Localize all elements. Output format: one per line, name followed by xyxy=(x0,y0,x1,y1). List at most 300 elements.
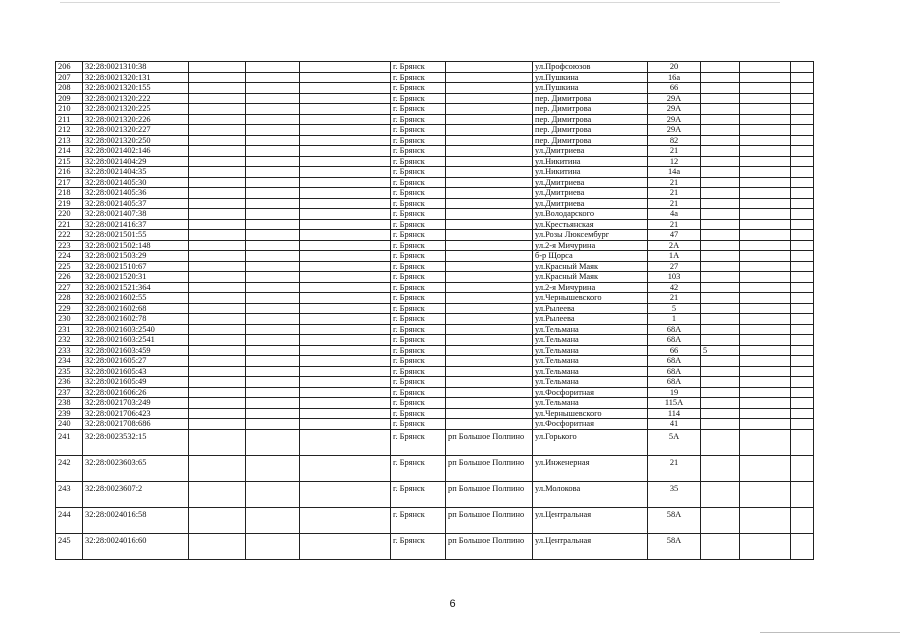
row-number: 226 xyxy=(56,272,83,283)
empty-cell xyxy=(791,408,814,419)
city-cell: г. Брянск xyxy=(391,146,446,157)
extra-cell xyxy=(701,146,740,157)
empty-cell xyxy=(189,356,246,367)
empty-cell xyxy=(189,398,246,409)
empty-cell xyxy=(791,272,814,283)
cadastral-number: 32:28:0021510:67 xyxy=(83,261,189,272)
empty-cell xyxy=(740,335,791,346)
street-cell: ул.Дмитриева xyxy=(533,198,648,209)
city-cell: г. Брянск xyxy=(391,507,446,533)
empty-cell xyxy=(740,72,791,83)
house-number-cell: 29А xyxy=(648,104,701,115)
extra-cell xyxy=(701,293,740,304)
empty-cell xyxy=(189,72,246,83)
empty-cell xyxy=(300,188,391,199)
locality-cell xyxy=(446,219,533,230)
locality-cell xyxy=(446,198,533,209)
empty-cell xyxy=(189,83,246,94)
empty-cell xyxy=(246,507,300,533)
table-row xyxy=(56,314,814,325)
street-cell: ул.Красный Маяк xyxy=(533,261,648,272)
empty-cell xyxy=(740,188,791,199)
city-cell: г. Брянск xyxy=(391,282,446,293)
street-cell: ул.Дмитриева xyxy=(533,177,648,188)
empty-cell xyxy=(791,324,814,335)
empty-cell xyxy=(246,481,300,507)
street-cell: ул.Володарского xyxy=(533,209,648,220)
street-cell: ул.Горького xyxy=(533,429,648,455)
cadastral-number: 32:28:0021605:27 xyxy=(83,356,189,367)
empty-cell xyxy=(740,303,791,314)
empty-cell xyxy=(740,408,791,419)
cadastral-number: 32:28:0021320:155 xyxy=(83,83,189,94)
cadastral-number: 32:28:0021603:459 xyxy=(83,345,189,356)
empty-cell xyxy=(189,272,246,283)
empty-cell xyxy=(300,62,391,73)
city-cell: г. Брянск xyxy=(391,177,446,188)
locality-cell xyxy=(446,104,533,115)
empty-cell xyxy=(189,198,246,209)
cadastral-number: 32:28:0021606:26 xyxy=(83,387,189,398)
empty-cell xyxy=(740,114,791,125)
house-number-cell: 103 xyxy=(648,272,701,283)
empty-cell xyxy=(189,314,246,325)
empty-cell xyxy=(300,481,391,507)
table-row xyxy=(56,335,814,346)
street-cell: ул.Фосфоритная xyxy=(533,387,648,398)
extra-cell xyxy=(701,261,740,272)
row-number: 231 xyxy=(56,324,83,335)
empty-cell xyxy=(189,366,246,377)
empty-cell xyxy=(740,104,791,115)
cadastral-number: 32:28:0021521:364 xyxy=(83,282,189,293)
city-cell: г. Брянск xyxy=(391,356,446,367)
empty-cell xyxy=(189,177,246,188)
empty-cell xyxy=(189,408,246,419)
extra-cell xyxy=(701,507,740,533)
locality-cell xyxy=(446,261,533,272)
locality-cell xyxy=(446,272,533,283)
locality-cell xyxy=(446,209,533,220)
locality-cell xyxy=(446,324,533,335)
cadastral-number: 32:28:0021706:423 xyxy=(83,408,189,419)
table-row xyxy=(56,114,814,125)
street-cell: ул.Инженерная xyxy=(533,455,648,481)
cadastral-number: 32:28:0021501:55 xyxy=(83,230,189,241)
empty-cell xyxy=(791,335,814,346)
row-number: 233 xyxy=(56,345,83,356)
empty-cell xyxy=(300,135,391,146)
empty-cell xyxy=(300,398,391,409)
house-number-cell: 68А xyxy=(648,356,701,367)
locality-cell: рп Большое Полпино xyxy=(446,481,533,507)
row-number: 217 xyxy=(56,177,83,188)
empty-cell xyxy=(791,481,814,507)
cadastral-number: 32:28:0023607:2 xyxy=(83,481,189,507)
house-number-cell: 1 xyxy=(648,314,701,325)
row-number: 238 xyxy=(56,398,83,409)
street-cell: ул.Профсоюзов xyxy=(533,62,648,73)
cadastral-number: 32:28:0021503:29 xyxy=(83,251,189,262)
empty-cell xyxy=(740,261,791,272)
city-cell: г. Брянск xyxy=(391,324,446,335)
house-number-cell: 29А xyxy=(648,125,701,136)
locality-cell xyxy=(446,177,533,188)
empty-cell xyxy=(189,146,246,157)
table-row xyxy=(56,72,814,83)
table-row xyxy=(56,230,814,241)
locality-cell xyxy=(446,240,533,251)
empty-cell xyxy=(740,419,791,430)
cadastral-number: 32:28:0021605:43 xyxy=(83,366,189,377)
city-cell: г. Брянск xyxy=(391,314,446,325)
empty-cell xyxy=(246,345,300,356)
empty-cell xyxy=(300,125,391,136)
city-cell: г. Брянск xyxy=(391,114,446,125)
cadastral-number: 32:28:0021320:227 xyxy=(83,125,189,136)
cadastral-number: 32:28:0021404:35 xyxy=(83,167,189,178)
row-number: 241 xyxy=(56,429,83,455)
empty-cell xyxy=(740,272,791,283)
house-number-cell: 1А xyxy=(648,251,701,262)
house-number-cell: 5 xyxy=(648,303,701,314)
empty-cell xyxy=(740,377,791,388)
empty-cell xyxy=(791,62,814,73)
empty-cell xyxy=(791,93,814,104)
street-cell: ул.Красный Маяк xyxy=(533,272,648,283)
locality-cell xyxy=(446,93,533,104)
empty-cell xyxy=(791,261,814,272)
empty-cell xyxy=(740,230,791,241)
city-cell: г. Брянск xyxy=(391,261,446,272)
locality-cell: рп Большое Полпино xyxy=(446,429,533,455)
empty-cell xyxy=(791,293,814,304)
row-number: 211 xyxy=(56,114,83,125)
empty-cell xyxy=(791,429,814,455)
extra-cell xyxy=(701,408,740,419)
street-cell: ул.Никитина xyxy=(533,156,648,167)
row-number: 224 xyxy=(56,251,83,262)
table-row xyxy=(56,167,814,178)
table-row xyxy=(56,251,814,262)
empty-cell xyxy=(791,303,814,314)
extra-cell xyxy=(701,533,740,559)
empty-cell xyxy=(300,177,391,188)
row-number: 244 xyxy=(56,507,83,533)
locality-cell xyxy=(446,167,533,178)
row-number: 219 xyxy=(56,198,83,209)
street-cell: пер. Димитрова xyxy=(533,135,648,146)
empty-cell xyxy=(189,93,246,104)
table-row xyxy=(56,240,814,251)
empty-cell xyxy=(189,125,246,136)
table-row xyxy=(56,366,814,377)
locality-cell xyxy=(446,335,533,346)
cadastral-number: 32:28:0024016:60 xyxy=(83,533,189,559)
house-number-cell: 82 xyxy=(648,135,701,146)
row-number: 228 xyxy=(56,293,83,304)
street-cell: пер. Димитрова xyxy=(533,93,648,104)
empty-cell xyxy=(300,429,391,455)
cadastral-number: 32:28:0021603:2540 xyxy=(83,324,189,335)
empty-cell xyxy=(740,251,791,262)
empty-cell xyxy=(246,219,300,230)
row-number: 240 xyxy=(56,419,83,430)
empty-cell xyxy=(300,377,391,388)
empty-cell xyxy=(740,387,791,398)
empty-cell xyxy=(791,125,814,136)
empty-cell xyxy=(246,282,300,293)
empty-cell xyxy=(246,398,300,409)
city-cell: г. Брянск xyxy=(391,219,446,230)
house-number-cell: 58А xyxy=(648,507,701,533)
extra-cell xyxy=(701,419,740,430)
city-cell: г. Брянск xyxy=(391,251,446,262)
cadastral-number: 32:28:0021416:37 xyxy=(83,219,189,230)
empty-cell xyxy=(791,135,814,146)
city-cell: г. Брянск xyxy=(391,198,446,209)
empty-cell xyxy=(246,198,300,209)
empty-cell xyxy=(246,146,300,157)
empty-cell xyxy=(740,507,791,533)
empty-cell xyxy=(740,198,791,209)
cadastral-number: 32:28:0023603:65 xyxy=(83,455,189,481)
empty-cell xyxy=(740,455,791,481)
cadastral-number: 32:28:0021402:146 xyxy=(83,146,189,157)
empty-cell xyxy=(740,209,791,220)
empty-cell xyxy=(740,366,791,377)
empty-cell xyxy=(791,377,814,388)
cadastral-number: 32:28:0021602:55 xyxy=(83,293,189,304)
empty-cell xyxy=(189,455,246,481)
empty-cell xyxy=(740,324,791,335)
street-cell: ул.Никитина xyxy=(533,167,648,178)
street-cell: ул.Тельмана xyxy=(533,377,648,388)
extra-cell xyxy=(701,481,740,507)
empty-cell xyxy=(246,62,300,73)
empty-cell xyxy=(246,356,300,367)
locality-cell xyxy=(446,387,533,398)
empty-cell xyxy=(791,240,814,251)
house-number-cell: 66 xyxy=(648,83,701,94)
empty-cell xyxy=(189,335,246,346)
empty-cell xyxy=(791,146,814,157)
empty-cell xyxy=(189,251,246,262)
locality-cell xyxy=(446,293,533,304)
street-cell: ул.Центральная xyxy=(533,533,648,559)
table-row xyxy=(56,83,814,94)
city-cell: г. Брянск xyxy=(391,335,446,346)
empty-cell xyxy=(791,387,814,398)
city-cell: г. Брянск xyxy=(391,240,446,251)
empty-cell xyxy=(189,261,246,272)
empty-cell xyxy=(189,240,246,251)
extra-cell xyxy=(701,324,740,335)
empty-cell xyxy=(740,282,791,293)
city-cell: г. Брянск xyxy=(391,377,446,388)
empty-cell xyxy=(791,251,814,262)
row-number: 236 xyxy=(56,377,83,388)
city-cell: г. Брянск xyxy=(391,209,446,220)
empty-cell xyxy=(189,104,246,115)
cadastral-number: 32:28:0021320:250 xyxy=(83,135,189,146)
house-number-cell: 4а xyxy=(648,209,701,220)
empty-cell xyxy=(740,345,791,356)
city-cell: г. Брянск xyxy=(391,272,446,283)
extra-cell: 5 xyxy=(701,345,740,356)
house-number-cell: 68А xyxy=(648,366,701,377)
street-cell: б-р Щорса xyxy=(533,251,648,262)
empty-cell xyxy=(740,314,791,325)
city-cell: г. Брянск xyxy=(391,83,446,94)
house-number-cell: 21 xyxy=(648,146,701,157)
locality-cell xyxy=(446,146,533,157)
empty-cell xyxy=(246,188,300,199)
empty-cell xyxy=(300,408,391,419)
house-number-cell: 41 xyxy=(648,419,701,430)
empty-cell xyxy=(189,114,246,125)
empty-cell xyxy=(246,377,300,388)
house-number-cell: 21 xyxy=(648,177,701,188)
street-cell: ул.2-я Мичурина xyxy=(533,240,648,251)
empty-cell xyxy=(246,135,300,146)
cadastral-number: 32:28:0021405:30 xyxy=(83,177,189,188)
city-cell: г. Брянск xyxy=(391,188,446,199)
table-row xyxy=(56,125,814,136)
city-cell: г. Брянск xyxy=(391,387,446,398)
empty-cell xyxy=(300,387,391,398)
empty-cell xyxy=(740,83,791,94)
house-number-cell: 42 xyxy=(648,282,701,293)
row-number: 214 xyxy=(56,146,83,157)
cadastral-number: 32:28:0021404:29 xyxy=(83,156,189,167)
street-cell: ул.Центральная xyxy=(533,507,648,533)
table-row xyxy=(56,419,814,430)
empty-cell xyxy=(189,419,246,430)
empty-cell xyxy=(246,125,300,136)
locality-cell xyxy=(446,419,533,430)
table-row xyxy=(56,135,814,146)
empty-cell xyxy=(791,83,814,94)
empty-cell xyxy=(300,366,391,377)
empty-cell xyxy=(300,455,391,481)
table-row xyxy=(56,429,814,455)
cadastral-number: 32:28:0023532:15 xyxy=(83,429,189,455)
empty-cell xyxy=(189,345,246,356)
empty-cell xyxy=(300,419,391,430)
empty-cell xyxy=(300,198,391,209)
empty-cell xyxy=(740,156,791,167)
street-cell: ул.Тельмана xyxy=(533,366,648,377)
locality-cell: рп Большое Полпино xyxy=(446,533,533,559)
empty-cell xyxy=(791,507,814,533)
table-row xyxy=(56,272,814,283)
empty-cell xyxy=(246,419,300,430)
city-cell: г. Брянск xyxy=(391,293,446,304)
empty-cell xyxy=(246,83,300,94)
empty-cell xyxy=(740,135,791,146)
locality-cell xyxy=(446,72,533,83)
empty-cell xyxy=(246,272,300,283)
cadastral-number: 32:28:0021520:31 xyxy=(83,272,189,283)
row-number: 206 xyxy=(56,62,83,73)
cadastral-number: 32:28:0021708:686 xyxy=(83,419,189,430)
empty-cell xyxy=(791,104,814,115)
table-row xyxy=(56,455,814,481)
empty-cell xyxy=(189,377,246,388)
extra-cell xyxy=(701,314,740,325)
empty-cell xyxy=(300,293,391,304)
empty-cell xyxy=(740,429,791,455)
empty-cell xyxy=(246,293,300,304)
empty-cell xyxy=(246,455,300,481)
extra-cell xyxy=(701,62,740,73)
house-number-cell: 29А xyxy=(648,93,701,104)
extra-cell xyxy=(701,398,740,409)
table-row xyxy=(56,156,814,167)
row-number: 235 xyxy=(56,366,83,377)
extra-cell xyxy=(701,251,740,262)
empty-cell xyxy=(791,419,814,430)
empty-cell xyxy=(189,62,246,73)
extra-cell xyxy=(701,366,740,377)
extra-cell xyxy=(701,356,740,367)
scan-artifact-top xyxy=(60,2,780,3)
locality-cell xyxy=(446,314,533,325)
empty-cell xyxy=(791,356,814,367)
extra-cell xyxy=(701,335,740,346)
cadastral-number: 32:28:0021320:225 xyxy=(83,104,189,115)
empty-cell xyxy=(791,533,814,559)
empty-cell xyxy=(740,240,791,251)
empty-cell xyxy=(300,261,391,272)
empty-cell xyxy=(189,135,246,146)
cadastral-number: 32:28:0021405:37 xyxy=(83,198,189,209)
empty-cell xyxy=(246,209,300,220)
house-number-cell: 114 xyxy=(648,408,701,419)
empty-cell xyxy=(300,156,391,167)
table-row xyxy=(56,219,814,230)
empty-cell xyxy=(740,62,791,73)
row-number: 212 xyxy=(56,125,83,136)
cadastral-number: 32:28:0021603:2541 xyxy=(83,335,189,346)
table-row xyxy=(56,62,814,73)
cadastral-number: 32:28:0021407:38 xyxy=(83,209,189,220)
empty-cell xyxy=(300,72,391,83)
house-number-cell: 21 xyxy=(648,455,701,481)
locality-cell xyxy=(446,408,533,419)
empty-cell xyxy=(300,303,391,314)
page-number: 6 xyxy=(449,598,456,610)
street-cell: пер. Димитрова xyxy=(533,125,648,136)
row-number: 229 xyxy=(56,303,83,314)
locality-cell xyxy=(446,62,533,73)
cadastral-number: 32:28:0021602:68 xyxy=(83,303,189,314)
empty-cell xyxy=(740,167,791,178)
extra-cell xyxy=(701,387,740,398)
street-cell: пер. Димитрова xyxy=(533,114,648,125)
house-number-cell: 20 xyxy=(648,62,701,73)
house-number-cell: 58А xyxy=(648,533,701,559)
empty-cell xyxy=(246,303,300,314)
empty-cell xyxy=(246,240,300,251)
empty-cell xyxy=(246,335,300,346)
empty-cell xyxy=(189,387,246,398)
empty-cell xyxy=(740,146,791,157)
street-cell: ул.Пушкина xyxy=(533,72,648,83)
locality-cell xyxy=(446,188,533,199)
locality-cell xyxy=(446,125,533,136)
